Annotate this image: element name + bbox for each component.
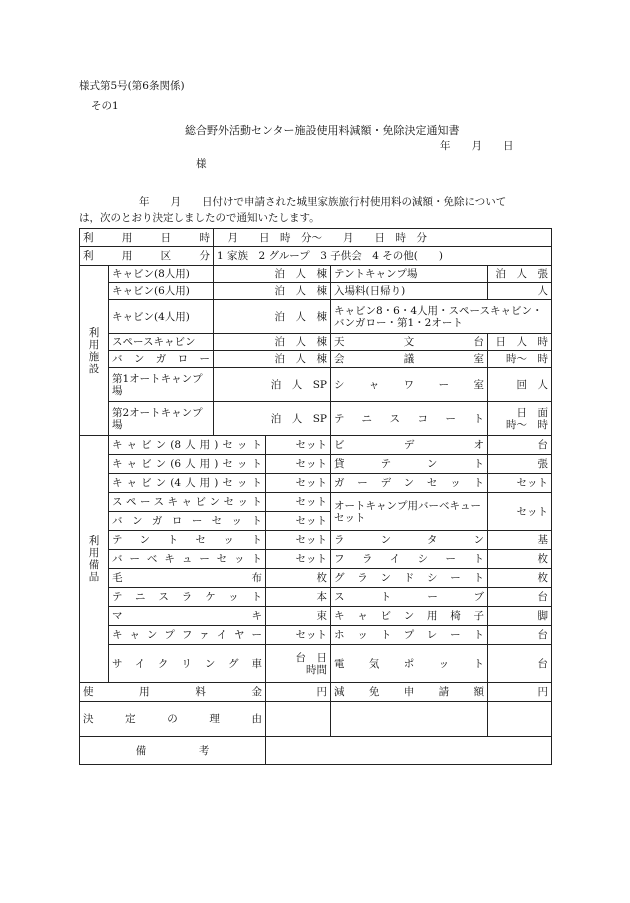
equipment-unit[interactable]: セット xyxy=(488,474,552,493)
equipment-row xyxy=(80,569,552,588)
reason-field-1[interactable] xyxy=(266,702,331,737)
usage-datetime-row xyxy=(80,229,552,247)
addressee-suffix: 様 xyxy=(196,158,207,170)
facility-unit[interactable]: 泊 人 SP xyxy=(214,368,331,402)
usage-category-value[interactable]: 1 家族 2 グループ 3 子供会 4 その他( ) xyxy=(214,247,552,266)
fee-row xyxy=(80,683,552,702)
equipment-unit[interactable]: 張 xyxy=(488,455,552,474)
facility-name: 天 文 台 xyxy=(331,334,488,351)
equipment-unit[interactable]: 枚 xyxy=(488,569,552,588)
form-part: その1 xyxy=(91,100,119,112)
equipment-group-label: 利 用 備 品 xyxy=(80,436,109,683)
facility-unit[interactable]: 泊 人 棟 xyxy=(214,283,331,300)
remarks-field[interactable] xyxy=(266,737,552,765)
equipment-unit[interactable]: 台 xyxy=(488,436,552,455)
equipment-row xyxy=(80,550,552,569)
equipment-name: オートキャンプ用バーベキューセット xyxy=(331,493,488,531)
usage-category-label: 利 用 区 分 xyxy=(80,247,214,266)
equipment-unit[interactable]: 台 xyxy=(488,588,552,607)
equipment-name: サイクリング車 xyxy=(109,645,266,683)
equipment-name: フライシート xyxy=(331,550,488,569)
facility-name: テントキャンプ場 xyxy=(331,266,488,283)
equipment-unit[interactable]: 脚 xyxy=(488,607,552,626)
equipment-name: キャビン(4人用)セット xyxy=(109,474,266,493)
reason-field-3[interactable] xyxy=(488,702,552,737)
facility-row xyxy=(80,351,552,368)
equipment-name: ストーブ xyxy=(331,588,488,607)
usage-category-row xyxy=(80,247,552,266)
equipment-unit[interactable]: セット xyxy=(266,474,331,493)
intro-line-1: 年 月 日付けで申請された城里家族旅行村使用料の減額・免除について xyxy=(139,196,507,208)
equipment-name: グランドシート xyxy=(331,569,488,588)
equipment-unit[interactable]: セット xyxy=(266,626,331,645)
issue-date: 年 月 日 xyxy=(440,140,514,152)
facility-name: シャワー室 xyxy=(331,368,488,402)
facility-name: バンガロー xyxy=(109,351,214,368)
facility-name: キャビン8・6・4人用・スペースキャビン・バンガロー・第1・2オート xyxy=(331,300,552,334)
facility-unit[interactable]: 人 xyxy=(488,283,552,300)
equipment-unit[interactable]: 本 xyxy=(266,588,331,607)
equipment-unit[interactable]: 台 日 時間 xyxy=(266,645,331,683)
equipment-unit[interactable]: セット xyxy=(266,436,331,455)
reason-field-2[interactable] xyxy=(331,702,488,737)
equipment-name: 電気ポット xyxy=(331,645,488,683)
facility-name: 会 議 室 xyxy=(331,351,488,368)
facility-row xyxy=(80,283,552,300)
equipment-unit[interactable]: セット xyxy=(488,493,552,531)
equipment-row xyxy=(80,455,552,474)
reduction-value[interactable]: 円 xyxy=(488,683,552,702)
facility-row xyxy=(80,300,552,334)
equipment-unit[interactable]: 束 xyxy=(266,607,331,626)
remarks-row xyxy=(80,737,552,765)
reason-row xyxy=(80,702,552,737)
equipment-unit[interactable]: 台 xyxy=(488,645,552,683)
equipment-row xyxy=(80,436,552,455)
equipment-unit[interactable]: 基 xyxy=(488,531,552,550)
usage-datetime-label: 利 用 日 時 xyxy=(80,229,214,247)
equipment-name: テントセット xyxy=(109,531,266,550)
facility-name: 入場料(日帰り) xyxy=(331,283,488,300)
facility-name: キャビン(4人用) xyxy=(109,300,214,334)
remarks-label: 備 考 xyxy=(80,737,266,765)
form-table xyxy=(79,228,552,765)
equipment-row xyxy=(80,588,552,607)
facility-group-label: 利 用 施 設 xyxy=(80,266,109,436)
reason-label: 決 定 の 理 由 xyxy=(80,702,266,737)
equipment-name: テニスラケット xyxy=(109,588,266,607)
equipment-unit[interactable]: セット xyxy=(266,550,331,569)
facility-name: キャビン(6人用) xyxy=(109,283,214,300)
facility-row xyxy=(80,402,552,436)
equipment-unit[interactable]: 枚 xyxy=(266,569,331,588)
equipment-unit[interactable]: 枚 xyxy=(488,550,552,569)
equipment-name: キャンプファイヤー xyxy=(109,626,266,645)
equipment-name: マキ xyxy=(109,607,266,626)
equipment-name: 毛布 xyxy=(109,569,266,588)
facility-unit[interactable]: 回 人 xyxy=(488,368,552,402)
equipment-name: キャビン(8人用)セット xyxy=(109,436,266,455)
facility-unit[interactable]: 泊 人 棟 xyxy=(214,334,331,351)
equipment-name: バーベキューセット xyxy=(109,550,266,569)
facility-name: テニスコート xyxy=(331,402,488,436)
facility-unit[interactable]: 泊 人 SP xyxy=(214,402,331,436)
facility-unit[interactable]: 日 面 時〜 時 xyxy=(488,402,552,436)
facility-row xyxy=(80,368,552,402)
document-title: 総合野外活動センター施設使用料減額・免除決定通知書 xyxy=(185,124,460,137)
facility-unit[interactable]: 泊 人 棟 xyxy=(214,300,331,334)
facility-name: キャビン(8人用) xyxy=(109,266,214,283)
facility-name: 第2オートキャンプ場 xyxy=(109,402,214,436)
equipment-unit[interactable]: セット xyxy=(266,512,331,531)
equipment-row xyxy=(80,531,552,550)
equipment-unit[interactable]: セット xyxy=(266,493,331,512)
facility-name: スペースキャビン xyxy=(109,334,214,351)
facility-row xyxy=(80,334,552,351)
facility-unit[interactable]: 泊 人 棟 xyxy=(214,351,331,368)
usage-datetime-value[interactable]: 月 日 時 分〜 月 日 時 分 xyxy=(214,229,552,247)
equipment-unit[interactable]: 台 xyxy=(488,626,552,645)
fee-label: 使 用 料 金 xyxy=(80,683,266,702)
facility-unit[interactable]: 日 人 時 xyxy=(488,334,552,351)
equipment-row xyxy=(80,645,552,683)
facility-row xyxy=(80,266,552,283)
facility-unit[interactable]: 泊 人 棟 xyxy=(214,266,331,283)
reduction-label: 減 免 申 請 額 xyxy=(331,683,488,702)
equipment-unit[interactable]: セット xyxy=(266,455,331,474)
equipment-name: ガーデンセット xyxy=(331,474,488,493)
facility-unit[interactable]: 泊 人 張 xyxy=(488,266,552,283)
equipment-row xyxy=(80,493,552,512)
equipment-name: キャビン(6人用)セット xyxy=(109,455,266,474)
facility-unit[interactable]: 時〜 時 xyxy=(488,351,552,368)
fee-value[interactable]: 円 xyxy=(266,683,331,702)
form-number: 様式第5号(第6条関係) xyxy=(79,80,185,92)
equipment-name: キャビン用椅子 xyxy=(331,607,488,626)
equipment-name: ビデオ xyxy=(331,436,488,455)
equipment-name: ランタン xyxy=(331,531,488,550)
equipment-row xyxy=(80,626,552,645)
facility-name: 第1オートキャンプ場 xyxy=(109,368,214,402)
equipment-unit[interactable]: セット xyxy=(266,531,331,550)
equipment-name: ホットプレート xyxy=(331,626,488,645)
equipment-row xyxy=(80,607,552,626)
equipment-row xyxy=(80,474,552,493)
equipment-name: バンガローセット xyxy=(109,512,266,531)
equipment-name: 貸テント xyxy=(331,455,488,474)
intro-line-2: は，次のとおり決定しましたので通知いたします。 xyxy=(79,212,320,224)
equipment-name: スペースキャビンセット xyxy=(109,493,266,512)
